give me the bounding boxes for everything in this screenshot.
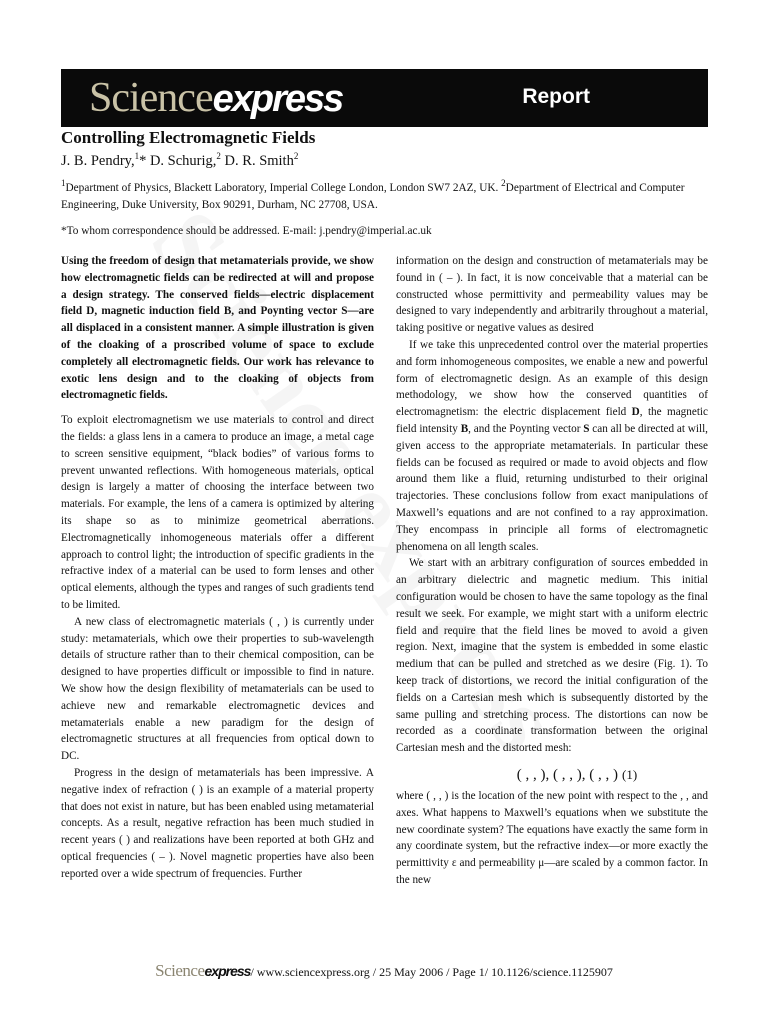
author-affil-sup: 1 xyxy=(134,151,140,162)
author-name: J. B. Pendry, xyxy=(61,153,135,169)
article-title: Controlling Electromagnetic Fields xyxy=(61,128,316,147)
paragraph: Progress in the design of metamaterials has been impressive. A negative index of refraction ( ) is an example of a material property that does not exist in nature, but has been enabled using metamaterial concepts. As a result, negative refraction has been much studied in recent years ( ) and realizations have been reported at both GHz and optical frequencies ( – ). Novel magnetic properties have also been reported over a wide spectrum of frequencies. Further xyxy=(61,766,374,880)
equation: ( , , ), ( , , ), ( , , ) (1) xyxy=(516,766,638,783)
paragraph: If we take this unprecedented control over the material properties and form inhomogeneous composites, we enable a new and powerful form of electromagnetic design. As an example of this design methodology, we show how the conserved quantities of electromagnetism: the electric displacement field D, the magnetic field intensity B, and the Poynting vector S can all be directed at will, given access to the appropriate metamaterials. In particular these fields can be focused as required or made to avoid objects and flow around them like a fluid, returning undisturbed to their original trajectories. These conclusions follow from exact manipulations of Maxwell’s equations and are not confined to a ray approximation. They encompass in principle all forms of electromagnetic phenomena on all length scales. xyxy=(396,338,709,553)
affiliations: $^1$Department of Physics, Blackett Laboratory, Imperial College London, London SW7 2AZ, UK. $^2$Department of Electrical and Computer Engineering, Duke University, Box 90291, Durham, NC 27708, USA. xyxy=(61,178,685,211)
paragraph: We start with an arbitrary configuration of sources embedded in an arbitrary dielectric and magnetic medium. This initial configuration would be chosen to have the same topology as the final result we seek. For example, we might start with a uniform electric field and require that the field lines be moved to avoid a given region. Next, imagine that the system is embedded in some elastic medium that can be pulled and stretched as we desire (Fig. 1). To keep track of distortions, we record the initial configuration of the fields on a Cartesian mesh which is subsequently distorted by the same pulling and stretching process. The distortions can now be recorded as a coordinate transformation between the original Cartesian mesh and the distorted mesh: xyxy=(396,557,708,755)
section-label: Report xyxy=(522,85,590,108)
paragraph: where ( , , ) is the location of the new point with respect to the , , and axes. What happens to Maxwell’s equations when we substitute the new coordinate system? The equations have exactly the same form in any coordinate system, but the refractive index—or more exactly the permittivity ε and permeability μ—are scaled by a common factor. In the new xyxy=(396,789,708,886)
paragraph: information on the design and construction of metamaterials may be found in ( – ). In fact, it is now conceivable that a material can be constructed whose permittivity and permeability values may be designed to vary independently and arbitrarily throughout a material, taking positive or negative values as desired xyxy=(396,255,708,335)
author-list: J. B. Pendry,$^1$* D. Schurig,$^2$ D. R. Smith$^2$ xyxy=(61,151,299,169)
page-footer: Scienceexpress/ www.sciencexpress.org / 25 May 2006 / Page 1/ 10.1126/science.1125907 xyxy=(155,961,613,980)
journal-logo: Scienceexpress xyxy=(89,75,343,121)
right-column xyxy=(396,253,708,889)
paragraph: To exploit electromagnetism we use materials to control and direct the fields: a glass lens in a camera to produce an image, a metal cage to screen sensitive equipment, “black bodies” of various forms to prevent unwanted reflections. With homogeneous materials, optical design is largely a matter of choosing the interface between two materials. For example, the lens of a camera is optimized by altering its shape so as to minimize geometrical aberrations. Electromagnetically inhomogeneous materials offer a different approach to control light; the introduction of specific gradients in the refractive index of a material can be used to form lenses and other optical elements, although the types and ranges of such gradients tend to be limited. xyxy=(61,414,374,611)
journal-banner xyxy=(61,69,708,127)
paragraph: A new class of electromagnetic materials ( , ) is currently under study: metamaterials, which owe their properties to sub-wavelength details of structure rather than to their chemical composition, can be designed to have properties difficult or impossible to find in nature. We show how the design flexibility of metamaterials can be used to achieve new and remarkable electromagnetic devices and metamaterials enable a new paradigm for the design of electromagnetic structures at all frequencies from optical down to DC. xyxy=(61,615,374,763)
left-column xyxy=(61,253,374,882)
correspondence-note: *To whom correspondence should be addressed. E-mail: j.pendry@imperial.ac.uk xyxy=(61,225,432,237)
author-affil-sup: 2 xyxy=(293,151,299,162)
author-name: D. R. Smith xyxy=(224,153,294,169)
abstract: Using the freedom of design that metamaterials provide, we show how electromagnetic fields can be redirected at will and propose a design strategy. The conserved fields—electric displacement field D, magnetic induction field B, and Poynting vector S—are all displaced in a consistent manner. A simple illustration is given of the cloaking of a proscribed volume of space to exclude completely all electromagnetic fields. Our work has relevance to exotic lens design and to the cloaking of objects from electromagnetic fields. xyxy=(61,255,374,402)
equation-number: (1) xyxy=(622,766,638,782)
footer-citation: / www.sciencexpress.org / 25 May 2006 / Page 1/ 10.1126/science.1125907 xyxy=(250,965,613,979)
author-name: D. Schurig, xyxy=(149,153,217,169)
author-affil-sup: 2 xyxy=(216,151,221,162)
footer-logo: Science xyxy=(155,961,205,980)
